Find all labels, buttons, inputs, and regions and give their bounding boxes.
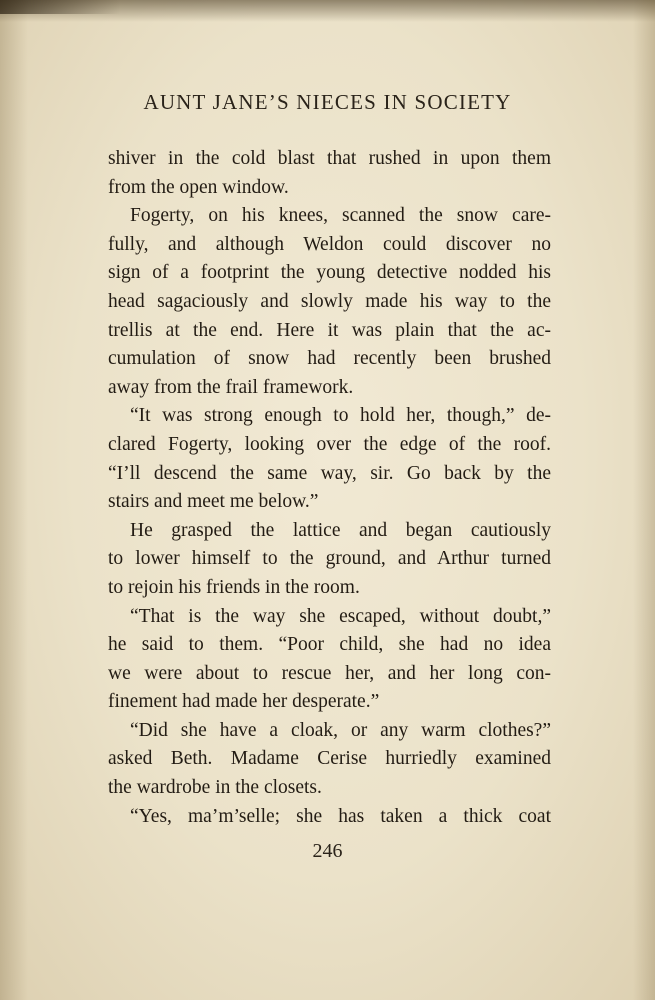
- body-text: [108, 145, 551, 831]
- page-number: 246: [312, 840, 343, 862]
- text-line: “I’ll descend the same way, sir. Go back by the: [108, 462, 551, 484]
- text-line: trellis at the end. Here it was plain that the ac-: [108, 319, 551, 341]
- text-line: clared Fogerty, looking over the edge of the roof.: [108, 433, 551, 455]
- text-line: “Did she have a cloak, or any warm clothes?”: [130, 719, 551, 741]
- text-line: shiver in the cold blast that rushed in upon them: [108, 148, 551, 169]
- text-line: away from the frail framework.: [108, 376, 354, 398]
- text-line: the wardrobe in the closets.: [108, 777, 322, 799]
- text-line: fully, and although Weldon could discover no: [108, 233, 551, 255]
- running-head: AUNT JANE’S NIECES IN SOCIETY: [143, 90, 512, 114]
- text-line: to lower himself to the ground, and Arthur turned: [108, 548, 551, 570]
- text-line: asked Beth. Madame Cerise hurriedly examined: [108, 748, 551, 770]
- text-line: from the open window.: [108, 176, 289, 198]
- text-line: we were about to rescue her, and her long con-: [108, 662, 551, 684]
- text-line: Fogerty, on his knees, scanned the snow care-: [130, 205, 551, 227]
- text-line: he said to them. “Poor child, she had no idea: [108, 634, 551, 656]
- text-line: finement had made her desperate.”: [108, 691, 380, 713]
- text-line: head sagaciously and slowly made his way to the: [108, 290, 551, 312]
- text-line: “It was strong enough to hold her, though,” de-: [130, 405, 551, 427]
- text-line: cumulation of snow had recently been brushed: [108, 348, 551, 370]
- text-line: “Yes, ma’m’selle; she has taken a thick coat: [130, 805, 551, 827]
- text-line: to rejoin his friends in the room.: [108, 576, 360, 598]
- text-line: “That is the way she escaped, without doubt,”: [130, 605, 551, 627]
- text-line: stairs and meet me below.”: [108, 491, 319, 513]
- text-line: He grasped the lattice and began cautiously: [130, 519, 551, 541]
- text-line: sign of a footprint the young detective nodded his: [108, 262, 551, 284]
- page-corner-shadow: [0, 0, 120, 14]
